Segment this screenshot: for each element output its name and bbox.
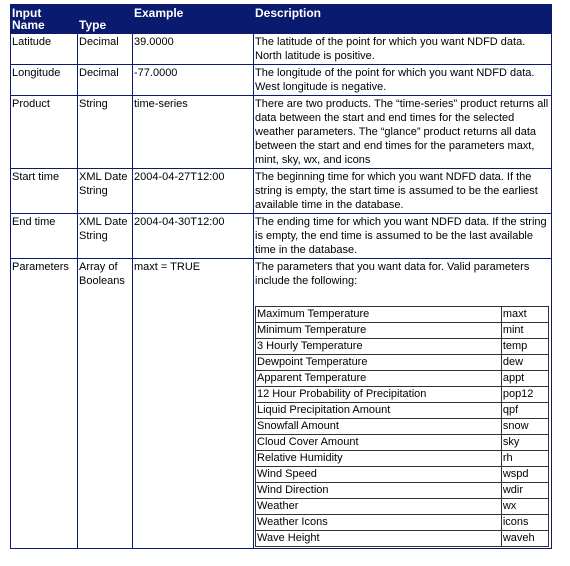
parameter-name: 12 Hour Probability of Precipitation [256, 387, 501, 402]
cell-type: Decimal [78, 65, 132, 95]
parameter-name: Weather [256, 499, 501, 514]
parameter-row [256, 451, 548, 466]
parameter-code: snow [502, 419, 548, 434]
table-row [11, 259, 551, 548]
header-description: Description [254, 5, 551, 33]
parameter-row [256, 515, 548, 530]
parameter-name: Snowfall Amount [256, 419, 501, 434]
header-type: Type [78, 5, 132, 33]
parameter-name: Liquid Precipitation Amount [256, 403, 501, 418]
cell-example: 39.0000 [133, 34, 253, 64]
cell-type: Array of Booleans [78, 259, 132, 548]
parameter-name: Relative Humidity [256, 451, 501, 466]
cell-input-name: End time [11, 214, 77, 258]
parameter-name: Minimum Temperature [256, 323, 501, 338]
parameter-name: Weather Icons [256, 515, 501, 530]
parameter-name: Wind Direction [256, 483, 501, 498]
cell-description: The latitude of the point for which you want NDFD data. North latitude is positive. [254, 34, 551, 64]
cell-description-parameters [254, 259, 551, 548]
parameter-row [256, 323, 548, 338]
parameter-name: Apparent Temperature [256, 371, 501, 386]
table-row [11, 214, 551, 258]
parameter-name: Cloud Cover Amount [256, 435, 501, 450]
parameter-code: maxt [502, 307, 548, 322]
cell-input-name: Parameters [11, 259, 77, 548]
parameter-row [256, 339, 548, 354]
parameter-row [256, 403, 548, 418]
cell-example: maxt = TRUE [133, 259, 253, 548]
cell-description: There are two products. The “time-series” product returns all data between the start and end times for the selected weather parameters. The “glance” product returns all data between the start and end times for the parameters maxt, mint, sky, wx, and icons [254, 96, 551, 168]
table-row [11, 34, 551, 64]
parameter-code: wx [502, 499, 548, 514]
cell-example: 2004-04-30T12:00 [133, 214, 253, 258]
parameter-row [256, 435, 548, 450]
cell-example: time-series [133, 96, 253, 168]
parameter-row [256, 355, 548, 370]
parameter-code: appt [502, 371, 548, 386]
parameter-code: rh [502, 451, 548, 466]
parameter-code: waveh [502, 531, 548, 546]
parameter-name: Wave Height [256, 531, 501, 546]
parameter-row [256, 483, 548, 498]
parameter-row [256, 307, 548, 322]
parameter-row [256, 387, 548, 402]
cell-input-name: Product [11, 96, 77, 168]
cell-example: 2004-04-27T12:00 [133, 169, 253, 213]
parameter-name: Dewpoint Temperature [256, 355, 501, 370]
cell-description: The longitude of the point for which you want NDFD data. West longitude is negative. [254, 65, 551, 95]
table-header-row [11, 5, 551, 33]
cell-type: XML Date String [78, 169, 132, 213]
table-row [11, 96, 551, 168]
table-row [11, 169, 551, 213]
parameter-row [256, 419, 548, 434]
cell-description: The beginning time for which you want NDFD data. If the string is empty, the start time is assumed to be the earliest available time in the database. [254, 169, 551, 213]
header-input-name: Input Name [11, 5, 77, 33]
parameter-code: pop12 [502, 387, 548, 402]
cell-type: String [78, 96, 132, 168]
parameter-code: dew [502, 355, 548, 370]
parameter-name: Maximum Temperature [256, 307, 501, 322]
parameter-row [256, 371, 548, 386]
parameters-description-text: The parameters that you want data for. Valid parameters include the following: [255, 261, 530, 287]
parameter-code: wdir [502, 483, 548, 498]
parameter-code: icons [502, 515, 548, 530]
header-example: Example [133, 5, 253, 33]
input-parameters-table [10, 4, 552, 549]
cell-input-name: Start time [11, 169, 77, 213]
table-row [11, 65, 551, 95]
cell-input-name: Longitude [11, 65, 77, 95]
parameter-code: sky [502, 435, 548, 450]
parameter-row [256, 467, 548, 482]
cell-type: XML Date String [78, 214, 132, 258]
cell-type: Decimal [78, 34, 132, 64]
parameter-code: wspd [502, 467, 548, 482]
parameter-name: 3 Hourly Temperature [256, 339, 501, 354]
parameter-code: mint [502, 323, 548, 338]
parameter-code: qpf [502, 403, 548, 418]
parameter-name: Wind Speed [256, 467, 501, 482]
cell-input-name: Latitude [11, 34, 77, 64]
parameter-code: temp [502, 339, 548, 354]
parameter-row [256, 531, 548, 546]
cell-example: -77.0000 [133, 65, 253, 95]
valid-parameters-table [255, 306, 549, 547]
parameter-row [256, 499, 548, 514]
cell-description: The ending time for which you want NDFD data. If the string is empty, the end time is assumed to be the last available time in the database. [254, 214, 551, 258]
